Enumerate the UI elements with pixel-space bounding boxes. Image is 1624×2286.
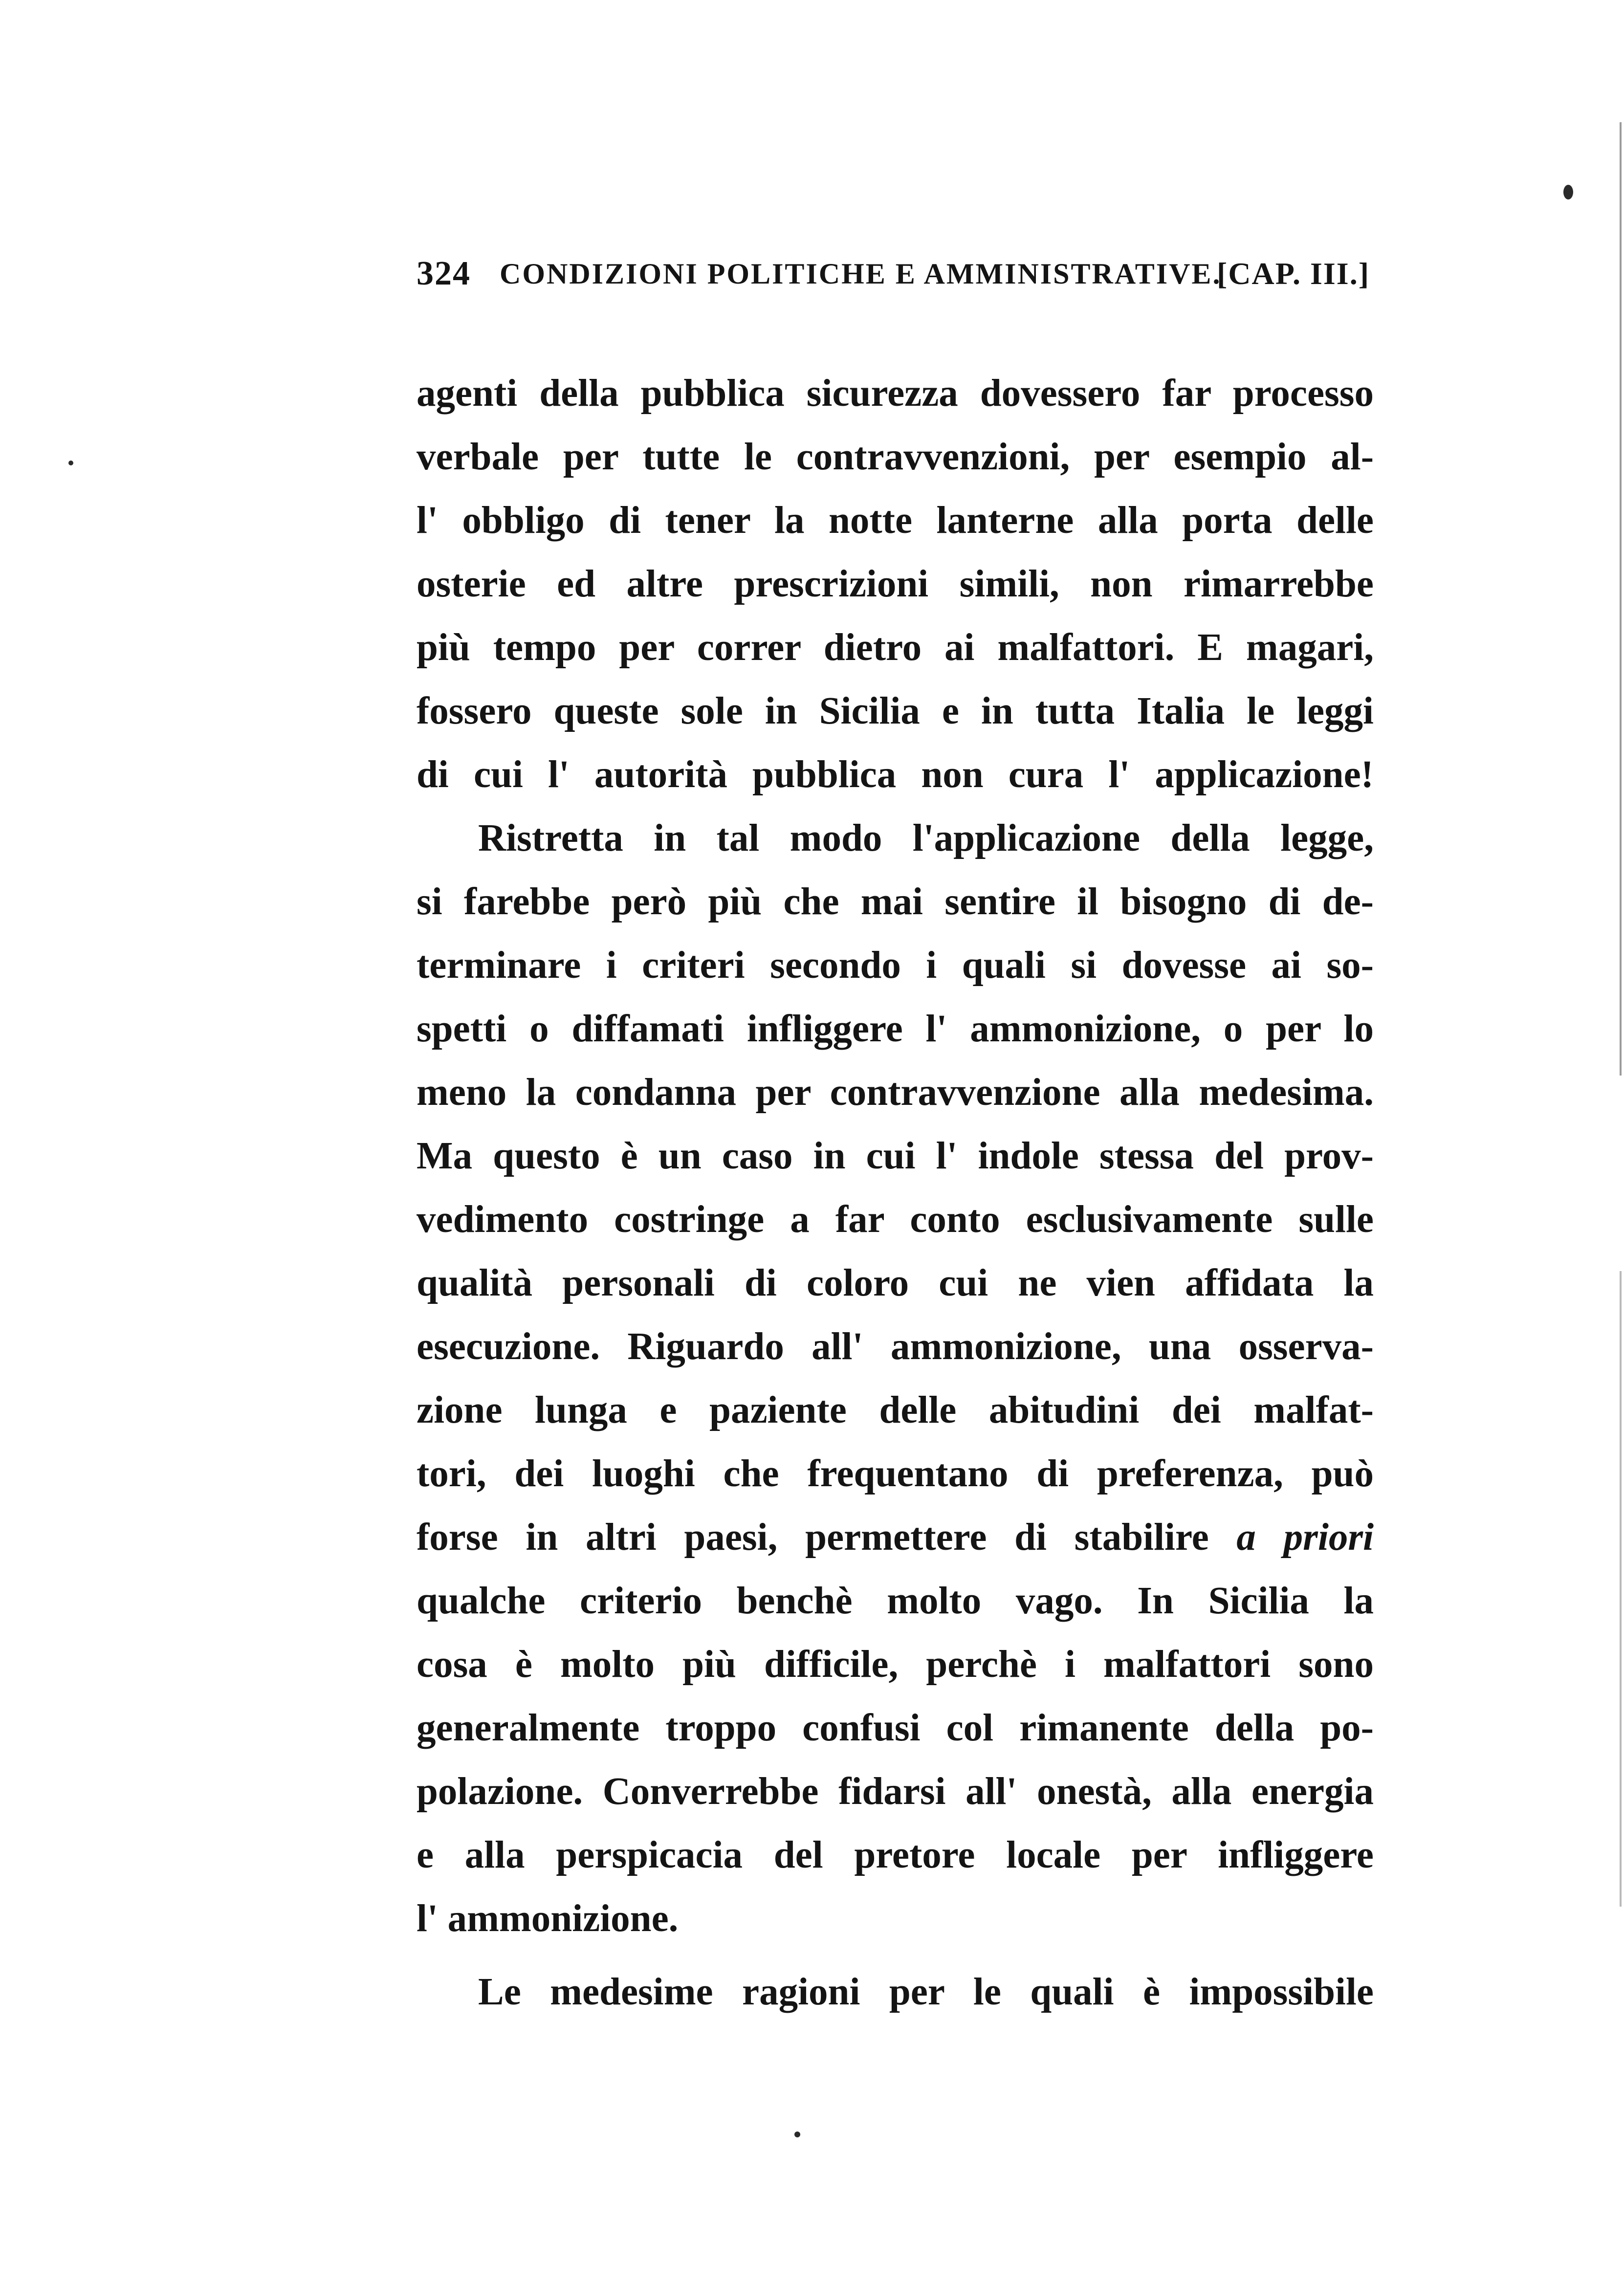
text-line: meno la condanna per contravvenzione alla medesima. bbox=[417, 1071, 1374, 1114]
text-line: vedimento costringe a far conto esclusivamente sulle bbox=[417, 1198, 1374, 1241]
text-line: esecuzione. Riguardo all' ammonizione, una osserva- bbox=[417, 1325, 1374, 1368]
ink-speck bbox=[794, 2132, 800, 2137]
text-line: di cui l' autorità pubblica non cura l' applicazione! bbox=[417, 753, 1374, 796]
text-line: fossero queste sole in Sicilia e in tutta Italia le leggi bbox=[417, 690, 1374, 732]
text-line: polazione. Converrebbe fidarsi all' onestà, alla energia bbox=[417, 1770, 1374, 1813]
page-edge-line bbox=[1620, 1271, 1622, 1907]
text-line: tori, dei luoghi che frequentano di preferenza, può bbox=[417, 1452, 1374, 1495]
text-line: zione lunga e paziente delle abitudini dei malfat- bbox=[417, 1389, 1374, 1431]
ink-speck bbox=[1563, 185, 1573, 199]
text-line: terminare i criteri secondo i quali si dovesse ai so- bbox=[417, 944, 1374, 987]
page-number: 324 bbox=[417, 255, 471, 292]
text-line: spetti o diffamati infliggere l' ammonizione, o per lo bbox=[417, 1008, 1374, 1050]
paragraph-start-line: Ristretta in tal modo l'applicazione della legge, bbox=[478, 817, 1374, 859]
italic-phrase: a priori bbox=[1236, 1516, 1374, 1559]
text-line: si farebbe però più che mai sentire il bisogno di de- bbox=[417, 880, 1374, 923]
text-line: cosa è molto più difficile, perchè i malfattori sono bbox=[417, 1643, 1374, 1686]
text-line: agenti della pubblica sicurezza dovessero far processo bbox=[417, 372, 1374, 415]
text-line: osterie ed altre prescrizioni simili, non rimarrebbe bbox=[417, 563, 1374, 605]
chapter-label: [CAP. III.] bbox=[1217, 256, 1370, 291]
text-line-with-italic bbox=[417, 1506, 1374, 1569]
text-line: qualche criterio benchè molto vago. In Sicilia la bbox=[417, 1580, 1374, 1622]
text-line-part: forse in altri paesi, permettere di stabilire bbox=[417, 1516, 1209, 1559]
running-header bbox=[417, 244, 1370, 303]
paragraph-start-line: Le medesime ragioni per le quali è impossibile bbox=[478, 1971, 1374, 2013]
text-line: generalmente troppo confusi col rimanente della po- bbox=[417, 1707, 1374, 1749]
text-line: Ma questo è un caso in cui l' indole stessa del prov- bbox=[417, 1135, 1374, 1177]
text-line: verbale per tutte le contravvenzioni, per esempio al- bbox=[417, 436, 1374, 478]
page-edge-line bbox=[1620, 122, 1622, 1076]
text-line: l' obbligo di tener la notte lanterne alla porta delle bbox=[417, 499, 1374, 542]
text-line: qualità personali di coloro cui ne vien affidata la bbox=[417, 1262, 1374, 1304]
running-title: CONDIZIONI POLITICHE E AMMINISTRATIVE. bbox=[500, 258, 1222, 290]
text-line: più tempo per correr dietro ai malfattori. E magari, bbox=[417, 626, 1374, 669]
ink-speck bbox=[68, 461, 73, 465]
paragraph-end-line: l' ammonizione. bbox=[417, 1897, 679, 1940]
text-line: e alla perspicacia del pretore locale per infliggere bbox=[417, 1834, 1374, 1876]
